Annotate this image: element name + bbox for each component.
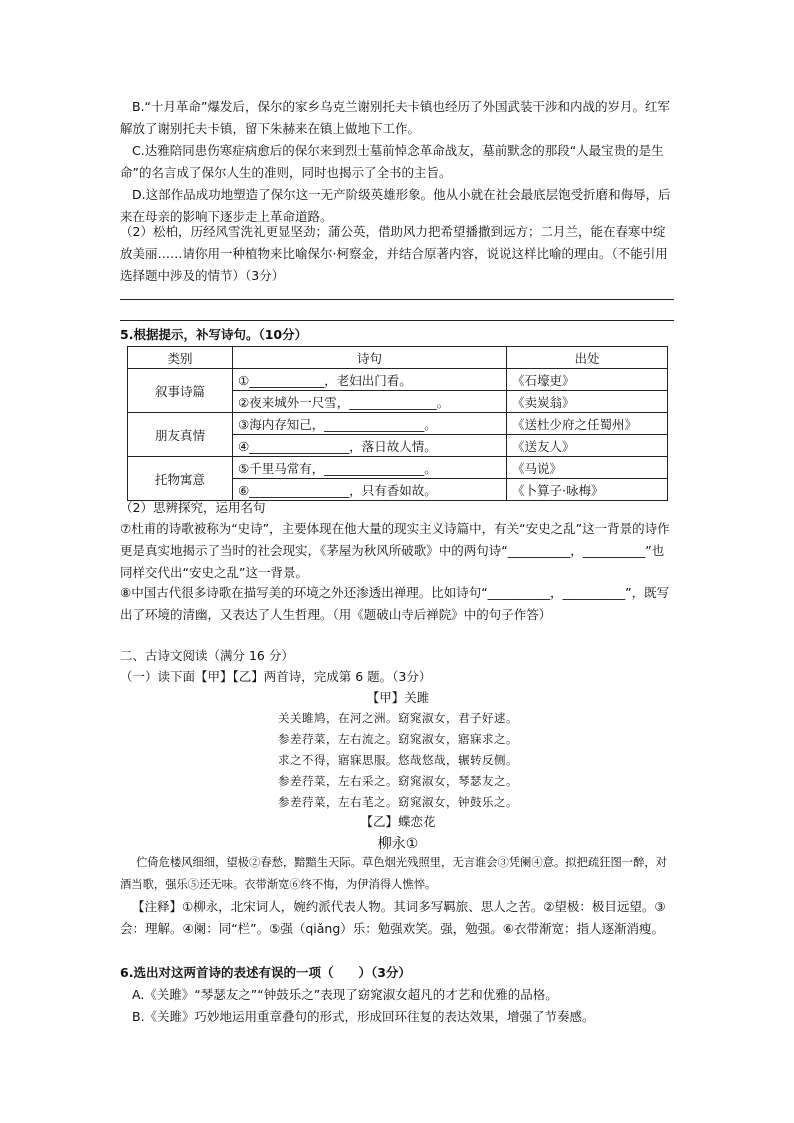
question-6-option-a: A.《关雎》“琴瑟友之”“钟鼓乐之”表现了窈窕淑女超凡的才艺和优雅的品格。: [132, 987, 558, 1002]
poem-fill-table: [127, 346, 668, 501]
option-d-paragraph: D.这部作品成功地塑造了保尔这一无产阶级英雄形象。他从小就在社会最底层饱受折磨和侮辱，后来在母亲的影响下逐步走上革命道路。: [120, 187, 671, 224]
poem-yi-author: 柳永①: [377, 836, 419, 852]
answer-line-2[interactable]: [120, 320, 674, 321]
option-b-paragraph: B.“十月革命”爆发后，保尔的家乡乌克兰谢别托夫卡镇也经历了外国武装干涉和内战的岁月。红军解放了谢别托夫卡镇，留下朱赫来在镇上做地下工作。: [120, 99, 671, 136]
poem-yi-text: 伫倚危楼风细细，望极②春愁，黯黯生天际。草色烟光残照里，无言谁会③凭阑④意。拟把疏狂图一醉，对酒当歌，强乐⑤还无味。衣带渐宽⑥终不悔，为伊消得人憔悴。: [120, 856, 667, 891]
header-source: 出处: [507, 347, 668, 369]
table-row: [128, 457, 668, 479]
poem-jia-line: 关关雎鸠，在河之洲。窈窕淑女，君子好逑。: [278, 711, 518, 725]
question-5-title: 5.根据提示，补写诗句。（10分）: [120, 327, 308, 342]
source-cell: 《卖炭翁》: [507, 391, 668, 413]
question-5-sub2: （2）思辨探究，运用名句: [120, 500, 266, 515]
part-1-instruction: （一）读下面【甲】【乙】两首诗，完成第 6 题。（3分）: [120, 669, 432, 684]
question-5-item-7: ⑦杜甫的诗歌被称为“史诗”，主要体现在他大量的现实主义诗篇中，有关“安史之乱”这一背景的诗作更是真实地揭示了当时的社会现实，《茅屋为秋风所破歌》中的两句诗“__________，__________”也同样交代出“安史之乱”这一背景。: [120, 521, 670, 580]
table-row: [128, 369, 668, 391]
table-header-row: [128, 347, 668, 369]
poem-jia-line: 参差荇菜，左右采之。窈窕淑女，琴瑟友之。: [278, 774, 518, 788]
question-5-item-8: ⑧中国古代很多诗歌在描写美的环境之外还渗透出禅理。比如诗句“__________，__________”，既写出了环境的清幽，又表达了人生哲理。（用《题破山寺后禅院》中的句子作答）: [120, 585, 670, 622]
question-6-prompt: 6.选出对这两首诗的表述有误的一项（ ）（3分）: [120, 965, 411, 980]
category-allegory: 托物寓意: [128, 457, 233, 501]
table-row: [128, 413, 668, 435]
option-c-paragraph: C.达雅陪同患伤寒症病愈后的保尔来到烈士墓前悼念革命战友，墓前默念的那段“人最宝贵的是生命”的名言成了保尔人生的准则，同时也揭示了全书的主旨。: [120, 143, 664, 180]
source-cell: 《送友人》: [507, 435, 668, 457]
verse-blank-1[interactable]: ①____________，老妇出门看。: [233, 369, 507, 391]
answer-line-1[interactable]: [120, 299, 674, 300]
annotations: 【注释】①柳永，北宋词人，婉约派代表人物。其词多写羁旅、思人之苦。②望极：极目远望。③会：理解。④阑：同“栏”。⑤强（qiǎng）乐：勉强欢笑。强，勉强。⑥衣带渐宽：指人逐渐消瘦。: [120, 899, 666, 936]
poem-jia-title: 【甲】关雎: [366, 690, 430, 705]
poem-jia-line: 参差荇菜，左右芼之。窈窕淑女，钟鼓乐之。: [278, 795, 518, 809]
verse-blank-2[interactable]: ②夜来城外一尺雪，______________。: [233, 391, 507, 413]
verse-blank-5[interactable]: ⑤千里马常有，________________。: [233, 457, 507, 479]
category-friendship: 朋友真情: [128, 413, 233, 457]
header-category: 类别: [128, 347, 233, 369]
source-cell: 《卜算子·咏梅》: [507, 479, 668, 501]
poem-jia-line: 参差荇菜，左右流之。窈窕淑女，寤寐求之。: [278, 732, 518, 746]
category-narrative: 叙事诗篇: [128, 369, 233, 413]
source-cell: 《送杜少府之任蜀州》: [507, 413, 668, 435]
header-verse: 诗句: [233, 347, 507, 369]
section-2-heading: 二、古诗文阅读（满分 16 分）: [120, 648, 294, 663]
poem-jia-line: 求之不得，寤寐思服。悠哉悠哉，辗转反侧。: [278, 753, 518, 767]
source-cell: 《马说》: [507, 457, 668, 479]
question-4-2-prompt: （2）松柏，历经风雪洗礼更显坚劲；蒲公英，借助风力把希望播撒到远方；二月兰，能在春寒中绽放美丽……请你用一种植物来比喻保尔·柯察金，并结合原著内容，说说这样比喻的理由。（不能引用选择题中涉及的情节）（3分）: [120, 224, 668, 283]
source-cell: 《石壕吏》: [507, 369, 668, 391]
verse-blank-6[interactable]: ⑥________________，只有香如故。: [233, 479, 507, 501]
verse-blank-4[interactable]: ④________________，落日故人情。: [233, 435, 507, 457]
poem-yi-title: 【乙】蝶恋花: [360, 814, 436, 829]
verse-blank-3[interactable]: ③海内存知己，________________。: [233, 413, 507, 435]
question-6-option-b: B.《关雎》巧妙地运用重章叠句的形式，形成回环往复的表达效果，增强了节奏感。: [132, 1009, 595, 1024]
